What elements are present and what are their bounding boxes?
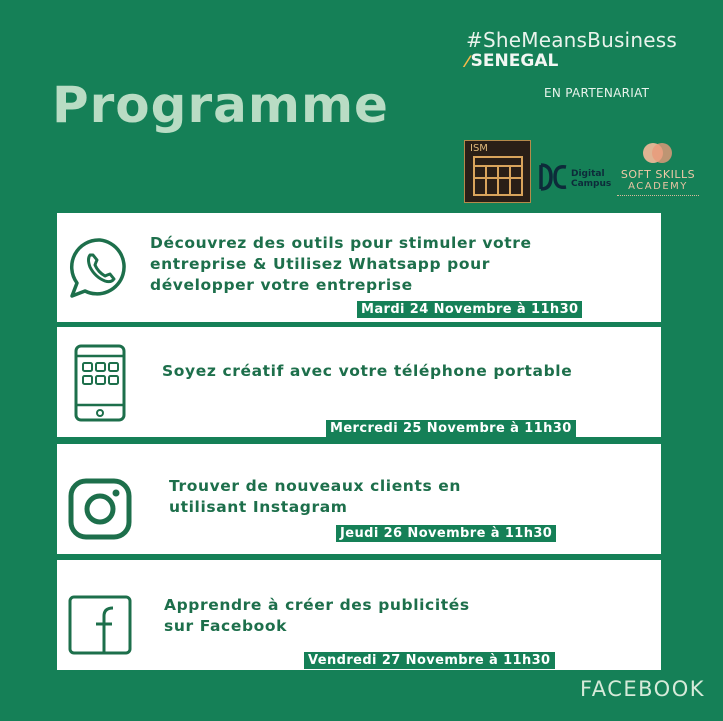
partnership-label: EN PARTENARIAT bbox=[544, 86, 650, 100]
whatsapp-icon bbox=[67, 235, 133, 301]
digital-campus-logo bbox=[538, 160, 618, 194]
session-card bbox=[57, 213, 661, 322]
flag-mark-icon: ⁄ bbox=[466, 51, 469, 71]
soft-skills-academy-logo bbox=[613, 141, 703, 205]
soft-skills-text: SOFT SKILLS bbox=[620, 168, 696, 181]
session-date: Mardi 24 Novembre à 11h30 bbox=[357, 301, 582, 318]
smartphone-icon bbox=[72, 343, 128, 423]
hashtag-label: #SheMeansBusiness bbox=[466, 28, 677, 52]
academy-text: ACADEMY bbox=[628, 181, 688, 192]
instagram-icon bbox=[67, 478, 133, 540]
logo-dots bbox=[617, 195, 699, 197]
session-card bbox=[57, 560, 661, 670]
session-title: Trouver de nouveaux clients en utilisant Instagram bbox=[169, 477, 462, 516]
page-title: Programme bbox=[52, 76, 389, 134]
footer-label: FACEBOOK bbox=[580, 677, 705, 701]
ism-building-icon bbox=[473, 156, 523, 196]
session-date: Mercredi 25 Novembre à 11h30 bbox=[326, 420, 576, 437]
country-label bbox=[466, 51, 558, 71]
session-date: Jeudi 26 Novembre à 11h30 bbox=[336, 525, 556, 542]
session-card bbox=[57, 444, 661, 554]
session-title: Soyez créatif avec votre téléphone portable bbox=[162, 362, 573, 380]
facebook-icon bbox=[67, 594, 133, 656]
ism-logo-text: ISM bbox=[470, 143, 488, 154]
country-text: SENEGAL bbox=[470, 51, 559, 71]
dc-mark-icon bbox=[538, 162, 568, 192]
session-date: Vendredi 27 Novembre à 11h30 bbox=[304, 652, 555, 669]
session-card bbox=[57, 327, 661, 437]
ism-logo bbox=[464, 140, 531, 203]
session-title: Apprendre à créer des publicités sur Facebook bbox=[164, 596, 470, 635]
soft-skills-circles-icon bbox=[641, 141, 675, 165]
digital-campus-text: Digital Campus bbox=[571, 169, 612, 189]
session-title: Découvrez des outils pour stimuler votre entreprise & Utilisez Whatsapp pour développer votre entreprise bbox=[150, 234, 532, 294]
